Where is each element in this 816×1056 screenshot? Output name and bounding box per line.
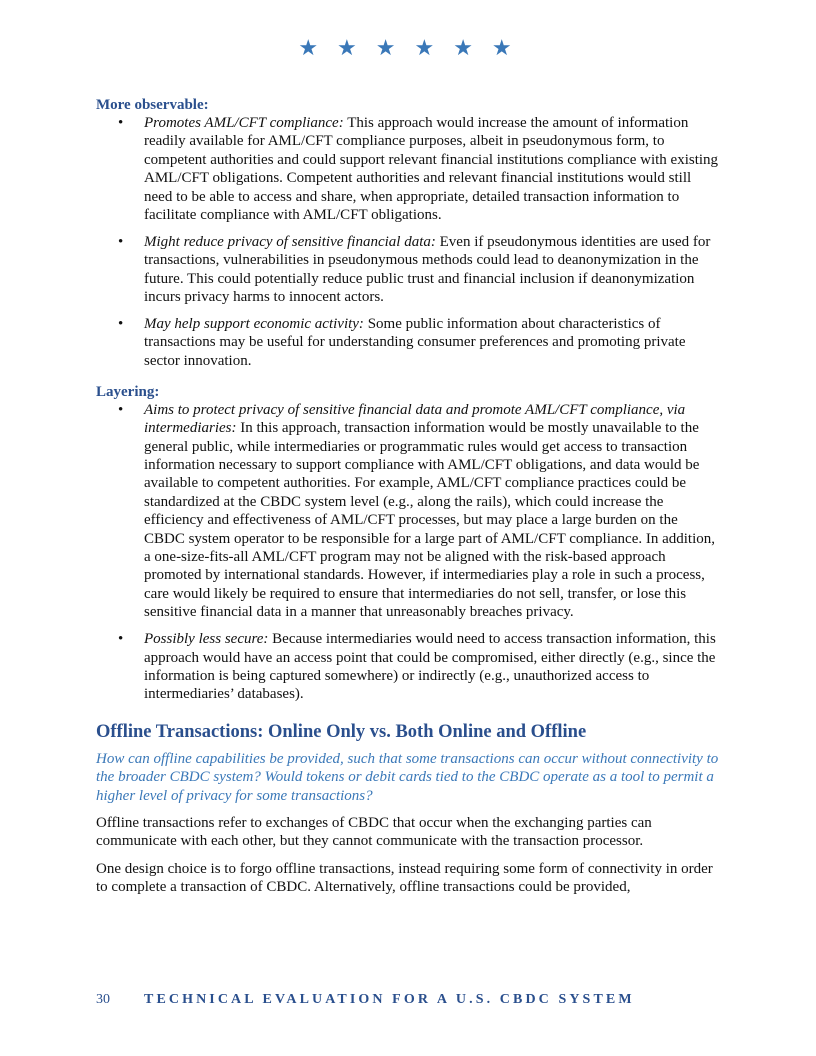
footer-title: TECHNICAL EVALUATION FOR A U.S. CBDC SYSTEM [144, 992, 635, 1007]
bullet-text: Some public information about characteristics of transactions may be useful for understanding consumer preferences and promoting private sector innovation. [144, 316, 686, 369]
offline-paragraph-2: One design choice is to forgo offline transactions, instead requiring some form of connectivity in order to complete a transaction of CBDC. Alternatively, offline transactions could be provided, [96, 860, 713, 896]
bullet-text: In this approach, transaction information would be mostly unavailable to the general public, while intermediaries or programmatic rules would get access to transaction information necessary to support compliance with AML/CFT obligations, and data would be available to competent authorities. For example, AML/CFT compliance practices could be standardized at the CBDC system level (e.g., along the rails), which could increase the efficiency and effectiveness of AML/CFT processes, but may place a large burden on the CBDC system operator to be responsible for a large part of AML/CFT compliance. In addition, a one-size-fits-all AML/CFT program may not be aligned with the risk-based approach promoted by international standards. However, if intermediaries play a role in such a process, care would likely be required to ensure that intermediaries do not sell, transfer, or lose this sensitive financial data in a manner that unreasonably breaches privacy. [144, 420, 716, 621]
list-item [144, 233, 720, 307]
more-observable-heading: More observable: [96, 97, 209, 113]
bullet-lead: Possibly less secure: [144, 631, 269, 648]
list-item [144, 630, 720, 704]
page-number: 30 [96, 992, 110, 1007]
offline-transactions-heading: Offline Transactions: Online Only vs. Both Online and Offline [96, 721, 587, 742]
list-item [144, 315, 720, 370]
offline-paragraph-1: Offline transactions refer to exchanges of CBDC that occur when the exchanging parties can communicate with each other, but they cannot communicate with the transaction processor. [96, 815, 652, 850]
header-stars: ★ ★ ★ ★ ★ ★ [298, 36, 518, 61]
list-item [144, 401, 720, 622]
bullet-lead: May help support economic activity: [144, 316, 364, 333]
list-item [144, 114, 720, 224]
bullet-lead: Aims to protect privacy of sensitive financial data and promote AML/CFT compliance, via intermediaries: [144, 401, 686, 437]
bullet-lead: Promotes AML/CFT compliance: [144, 115, 344, 131]
offline-guiding-question: How can offline capabilities be provided, such that some transactions can occur without connectivity to the broader CBDC system? Would tokens or debit cards tied to the CBDC operate as a tool to permit a higher level of privacy for some transactions? [96, 750, 719, 804]
layering-heading: Layering: [96, 383, 160, 400]
more-observable-list [96, 114, 720, 370]
bullet-lead: Might reduce privacy of sensitive financial data: [144, 233, 436, 250]
page-footer [96, 991, 736, 1009]
layering-list [96, 401, 720, 704]
bullet-text: Even if pseudonymous identities are used for transactions, vulnerabilities in pseudonymous methods could lead to deanonymization in the future. This could potentially reduce public trust and financial inclusion if deanonymization incurs privacy harms to innocent actors. [144, 233, 711, 306]
bullet-text: Because intermediaries would need to access transaction information, this approach would have an access point that could be compromised, either directly (e.g., since the information is being captured somewhere) or indirectly (e.g., unauthorized access to intermediaries’ databases). [144, 631, 716, 703]
bullet-text: This approach would increase the amount of information readily available for AML/CFT compliance purposes, albeit in pseudonymous form, to competent authorities and could support relevant financial institutions compliance with existing AML/CFT obligations. Competent authorities and relevant financial institutions would still need to be able to access and share, when appropriate, detailed transaction information to facilitate compliance with AML/CFT obligations. [144, 115, 719, 224]
page-content [96, 96, 720, 906]
